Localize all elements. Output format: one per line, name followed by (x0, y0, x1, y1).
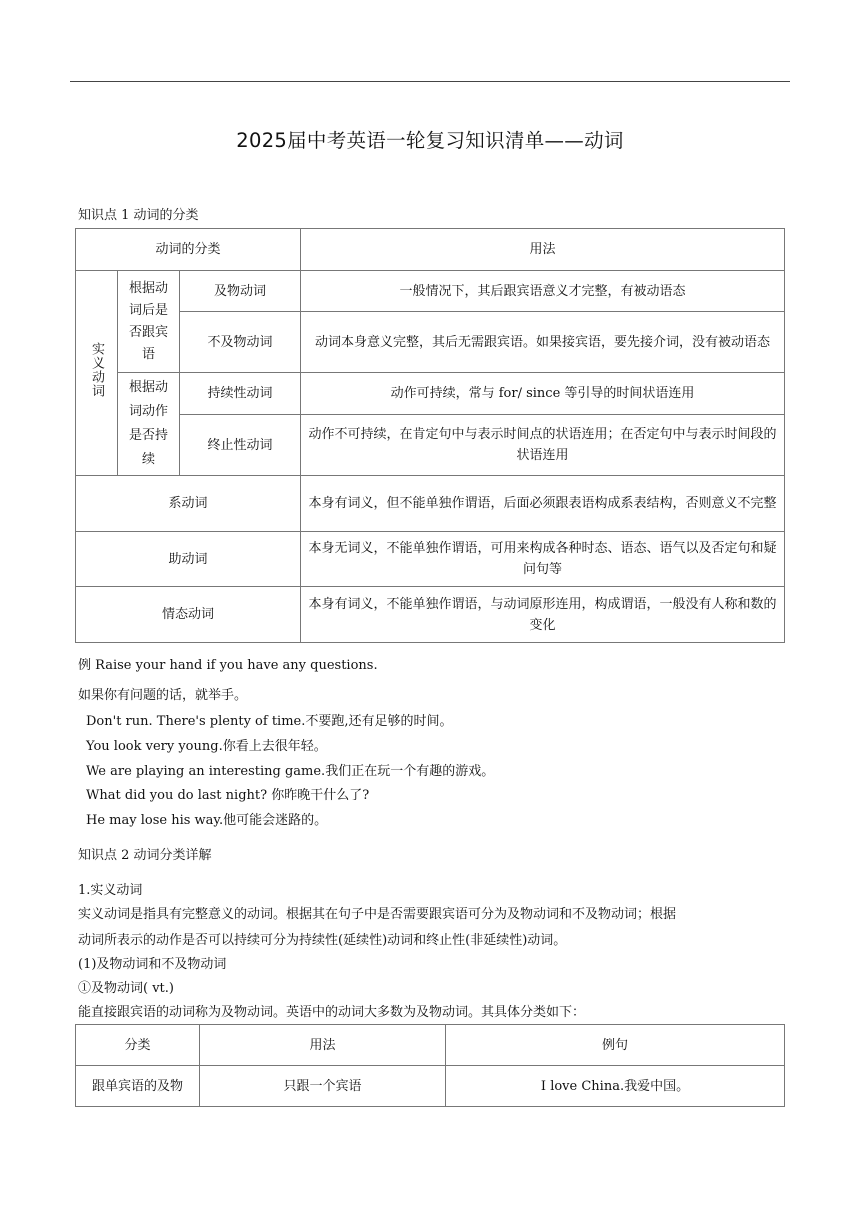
transitive-type: 及物动词 (180, 271, 301, 312)
durative-type: 持续性动词 (180, 373, 301, 415)
subsection-heading: ①及物动词( vt.) (78, 981, 174, 996)
example-line: 例 Raise your hand if you have any questions. (78, 658, 378, 673)
table1-header-usage: 用法 (301, 229, 785, 271)
example-line: What did you do last night? 你昨晚干什么了? (86, 788, 370, 803)
table2-usage: 只跟一个宾语 (200, 1066, 446, 1107)
example-line: Don't run. There's plenty of time.不要跑,还有足够的时间。 (86, 714, 453, 729)
linking-verb-usage: 本身有词义，但不能单独作谓语，后面必须跟表语构成系表结构，否则意义不完整 (301, 476, 785, 532)
terminative-usage: 动作不可持续，在肯定句中与表示时间点的状语连用；在否定句中与表示时间段的状语连用 (301, 415, 785, 476)
example-line: We are playing an interesting game.我们正在玩一个有趣的游戏。 (86, 764, 495, 779)
verb-classification-table (75, 228, 785, 643)
object-group-cell: 根据动词后是否跟宾语 (118, 271, 180, 373)
intransitive-usage: 动词本身意义完整，其后无需跟宾语。如果接宾语，要先接介词，没有被动语态 (301, 312, 785, 373)
header-rule (70, 81, 790, 82)
paragraph-line: 实义动词是指具有完整意义的动词。根据其在句子中是否需要跟宾语可分为及物动词和不及物动词；根据 (78, 907, 677, 922)
paragraph-line: 动词所表示的动作是否可以持续可分为持续性(延续性)动词和终止性(非延续性)动词。 (78, 933, 567, 948)
kp2-heading: 知识点 2 动词分类详解 (78, 848, 212, 863)
transitive-types-table (75, 1024, 785, 1107)
table2-class: 跟单宾语的及物 (76, 1066, 200, 1107)
table2-example: I love China.我爱中国。 (446, 1066, 785, 1107)
section-heading: 1.实义动词 (78, 883, 143, 898)
table2-header-usage: 用法 (200, 1025, 446, 1066)
notional-verb-cell (76, 271, 118, 476)
terminative-type: 终止性动词 (180, 415, 301, 476)
example-line: You look very young.你看上去很年轻。 (86, 739, 327, 754)
duration-group-cell: 根据动词动作是否持续 (118, 373, 180, 476)
page-title: 2025届中考英语一轮复习知识清单——动词 (236, 129, 624, 152)
transitive-usage: 一般情况下，其后跟宾语意义才完整，有被动语态 (301, 271, 785, 312)
auxiliary-verb-usage: 本身无词义，不能单独作谓语，可用来构成各种时态、语态、语气以及否定句和疑问句等 (301, 532, 785, 587)
table1-header-class: 动词的分类 (76, 229, 301, 271)
table2-header-class: 分类 (76, 1025, 200, 1066)
example-line: He may lose his way.他可能会迷路的。 (86, 813, 328, 828)
paragraph-line: 能直接跟宾语的动词称为及物动词。英语中的动词大多数为及物动词。其具体分类如下： (78, 1005, 586, 1020)
auxiliary-verb-type: 助动词 (76, 532, 301, 587)
subsection-heading: (1)及物动词和不及物动词 (78, 957, 227, 972)
durative-usage: 动作可持续，常与 for/ since 等引导的时间状语连用 (301, 373, 785, 415)
notional-verb-label: 实义动词 (89, 341, 104, 398)
example-line: 如果你有问题的话，就举手。 (78, 688, 248, 703)
linking-verb-type: 系动词 (76, 476, 301, 532)
kp1-heading: 知识点 1 动词的分类 (78, 208, 199, 223)
intransitive-type: 不及物动词 (180, 312, 301, 373)
modal-verb-usage: 本身有词义，不能单独作谓语，与动词原形连用，构成谓语，一般没有人称和数的变化 (301, 587, 785, 643)
modal-verb-type: 情态动词 (76, 587, 301, 643)
table2-header-example: 例句 (446, 1025, 785, 1066)
